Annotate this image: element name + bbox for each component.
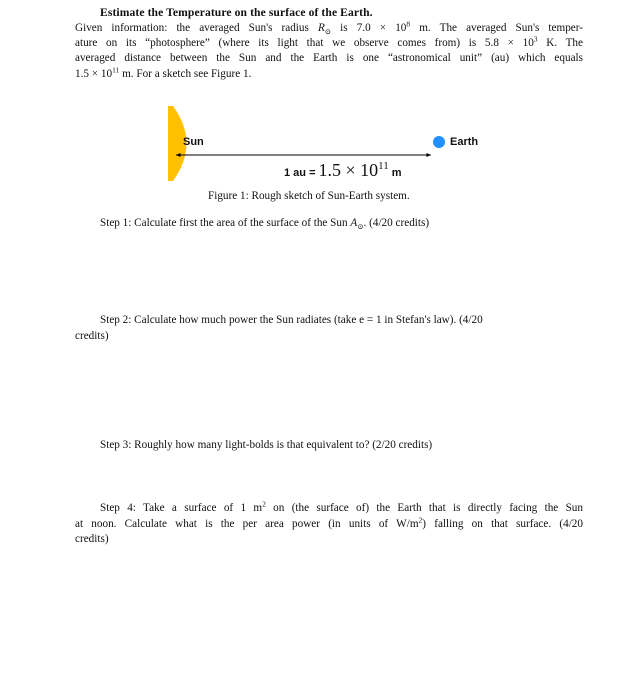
given-line-2: ature on its “photosphere” (where its light that we observe comes from) is $5.8 \times 10^3$ K. The xyxy=(75,34,583,50)
step-4-line-1: Step 4: Take a surface of 1 $m^2$ on (the surface of) the Earth that is directly facing the Sun xyxy=(100,499,583,514)
step-2-line-1: Step 2: Calculate how much power the Sun radiates (take e = 1 in Stefan's law). (4/20 xyxy=(100,314,483,326)
given-line-1: Given information: the averaged Sun's radius $R_⊙$ is $7.0 \times 10^8$ m. The averaged Sun's temper- xyxy=(75,19,583,37)
au-unit: m xyxy=(391,167,402,179)
earth-shape xyxy=(433,136,445,148)
step-4-line-2: at noon. Calculate what is the per area power (in units of $W/m^2$) falling on that surface. (4/20 xyxy=(75,514,583,530)
given-information xyxy=(75,21,583,82)
step-1: Step 1: Calculate first the area of the surface of the Sun $A_⊙$. (4/20 credits) xyxy=(100,217,430,232)
step-2 xyxy=(75,313,583,344)
au-distance-label xyxy=(284,160,402,181)
step-4 xyxy=(75,501,583,548)
au-value: $1.5 \times 10^{11}$ xyxy=(318,160,389,180)
given-line-3: averaged distance between the Sun and the Earth is one “astronomical unit” (au) which equals xyxy=(75,52,583,65)
figure-caption: Figure 1: Rough sketch of Sun-Earth system. xyxy=(208,190,410,202)
step-4-line-3: credits) xyxy=(75,533,109,545)
au-prefix: 1 au = xyxy=(284,167,316,179)
earth-label: Earth xyxy=(450,136,479,148)
sun-label: Sun xyxy=(183,136,204,148)
given-line-4: $1.5 \times 10^{11}$ m. For a sketch see Figure 1. xyxy=(75,64,252,80)
sun-earth-sketch xyxy=(0,100,643,200)
step-3: Step 3: Roughly how many light-bolds is that equivalent to? (2/20 credits) xyxy=(100,439,433,451)
page-title: Estimate the Temperature on the surface of the Earth. xyxy=(100,6,373,19)
step-2-line-2: credits) xyxy=(75,329,109,342)
